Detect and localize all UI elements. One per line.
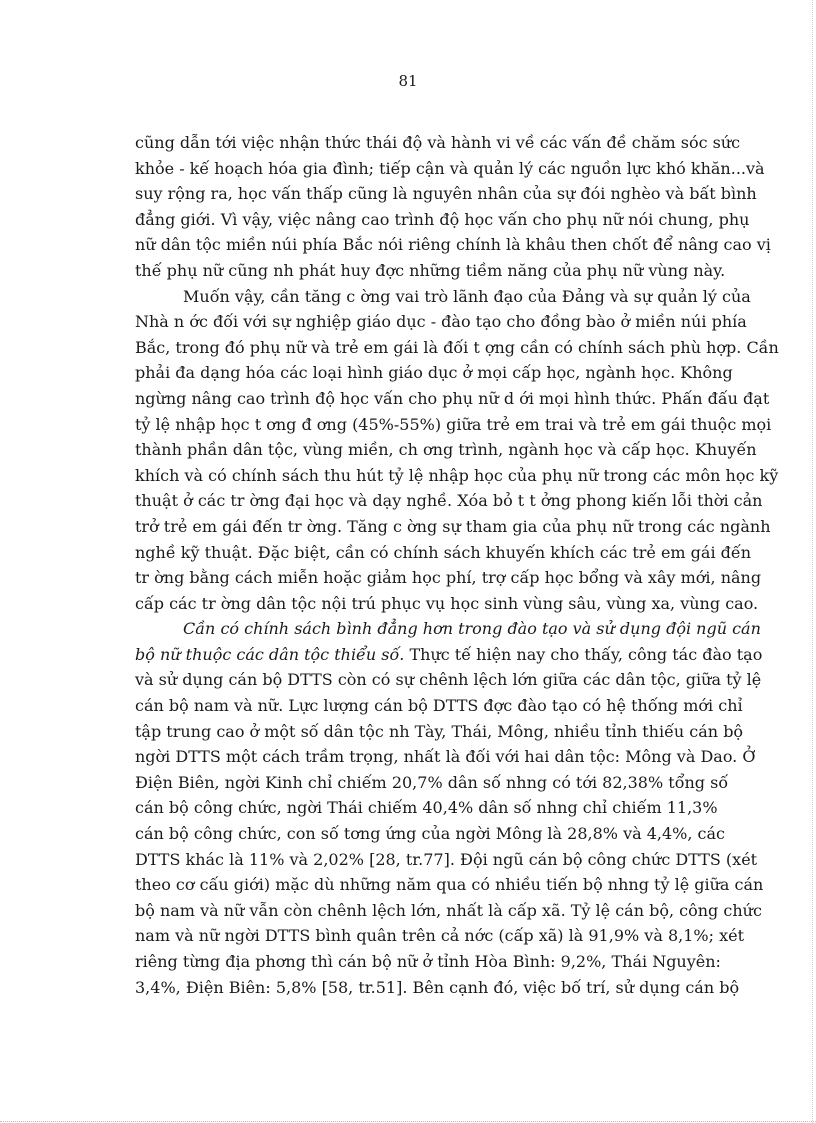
text-line: cấp các tr ờng dân tộc nội trú phục vụ học sinh vùng sâu, vùng xa, vùng cao. <box>135 593 759 613</box>
text-line: Nhà n ớc đối với sự nghiệp giáo dục - đào tạo cho đồng bào ở miền núi phía <box>135 312 747 332</box>
text-line: tỷ lệ nhập học t ơng đ ơng (45%-55%) giữa trẻ em trai và trẻ em gái thuộc mọi <box>135 414 772 434</box>
text-line: DTTS khác là 11% và 2,02% [28, tr.77]. Đội ngũ cán bộ công chức DTTS (xét <box>135 849 758 869</box>
text-line: thành phần dân tộc, vùng miền, ch ơng trình, ngành học và cấp học. Khuyến <box>135 440 757 460</box>
text-line: trở trẻ em gái đến tr ờng. Tăng c ờng sự tham gia của phụ nữ trong các ngành <box>135 516 771 536</box>
text-line: bộ nam và nữ vẫn còn chênh lệch lớn, nhất là cấp xã. Tỷ lệ cán bộ, công chức <box>135 900 762 920</box>
text-line: nghề kỹ thuật. Đặc biệt, cần có chính sách khuyến khích các trẻ em gái đến <box>135 542 752 562</box>
text-line: 3,4%, Điện Biên: 5,8% [58, tr.51]. Bên cạnh đó, việc bố trí, sử dụng cán bộ <box>135 977 740 997</box>
text-line: thuật ở các tr ờng đại học và dạy nghề. Xóa bỏ t t ởng phong kiến lỗi thời cản <box>135 491 763 511</box>
text-line: riêng từng địa phơng thì cán bộ nữ ở tỉnh Hòa Bình: 9,2%, Thái Nguyên: <box>135 952 721 971</box>
text-line: ngời DTTS một cách trầm trọng, nhất là đối với hai dân tộc: Mông và Dao. Ở <box>135 747 756 767</box>
text-line: theo cơ cấu giới) mặc dù những năm qua có nhiều tiến bộ nhng tỷ lệ giữa cán <box>135 875 764 895</box>
text-line: Bắc, trong đó phụ nữ và trẻ em gái là đối t ợng cần có chính sách phù hợp. Cần <box>135 337 779 357</box>
body-text <box>135 130 779 1000</box>
text-line: cũng dẫn tới việc nhận thức thái độ và hành vi về các vấn đề chăm sóc sức <box>135 133 741 152</box>
text-line: suy rộng ra, học vấn thấp cũng là nguyên nhân của sự đói nghèo và bất bình <box>135 184 757 204</box>
text-line-mixed <box>135 642 763 668</box>
text-line: khích và có chính sách thu hút tỷ lệ nhập học của phụ nữ trong các môn học kỹ <box>135 465 779 485</box>
text-line: cán bộ công chức, con số tơng ứng của ngời Mông là 28,8% và 4,4%, các <box>135 824 726 844</box>
text-run: Thực tế hiện nay cho thấy, công tác đào tạo <box>404 644 763 664</box>
text-line: tập trung cao ở một số dân tộc nh Tày, Thái, Mông, nhiều tỉnh thiếu cán bộ <box>135 721 744 741</box>
paragraph-start: Muốn vậy, cần tăng c ờng vai trò lãnh đạo của Đảng và sự quản lý của <box>183 286 751 306</box>
italic-heading-tail: bộ nữ thuộc các dân tộc thiểu số. <box>135 644 405 664</box>
text-line: phải đa dạng hóa các loại hình giáo dục ở mọi cấp học, ngành học. Không <box>135 363 733 383</box>
page-number: 81 <box>398 72 418 90</box>
text-line: ngừng nâng cao trình độ học vấn cho phụ nữ d ới mọi hình thức. Phấn đấu đạt <box>135 388 770 408</box>
text-line: đẳng giới. Vì vậy, việc nâng cao trình độ học vấn cho phụ nữ nói chung, phụ <box>135 209 750 229</box>
text-line: cán bộ nam và nữ. Lực lượng cán bộ DTTS đợc đào tạo có hệ thống mới chỉ <box>135 696 743 716</box>
italic-heading-line: Cần có chính sách bình đẳng hơn trong đào tạo và sử dụng đội ngũ cán <box>183 619 761 639</box>
text-line: và sử dụng cán bộ DTTS còn có sự chênh lệch lớn giữa các dân tộc, giữa tỷ lệ <box>135 670 762 690</box>
page-bottom-divider <box>0 1121 816 1122</box>
page-right-divider <box>812 0 813 1123</box>
text-line: nữ dân tộc miền núi phía Bắc nói riêng chính là khâu then chốt để nâng cao vị <box>135 235 771 255</box>
text-line: tr ờng bằng cách miễn hoặc giảm học phí, trợ cấp học bổng và xây mới, nâng <box>135 568 762 588</box>
text-line: nam và nữ ngời DTTS bình quân trên cả nớc (cấp xã) là 91,9% và 8,1%; xét <box>135 926 744 946</box>
text-line: thế phụ nữ cũng nh phát huy đợc những tiềm năng của phụ nữ vùng này. <box>135 260 726 280</box>
text-line: cán bộ công chức, ngời Thái chiếm 40,4% dân số nhng chỉ chiếm 11,3% <box>135 798 718 818</box>
text-line: Điện Biên, ngời Kinh chỉ chiếm 20,7% dân số nhng có tới 82,38% tổng số <box>135 772 729 792</box>
text-line: khỏe - kế hoạch hóa gia đình; tiếp cận và quản lý các nguồn lực khó khăn...và <box>135 158 765 178</box>
